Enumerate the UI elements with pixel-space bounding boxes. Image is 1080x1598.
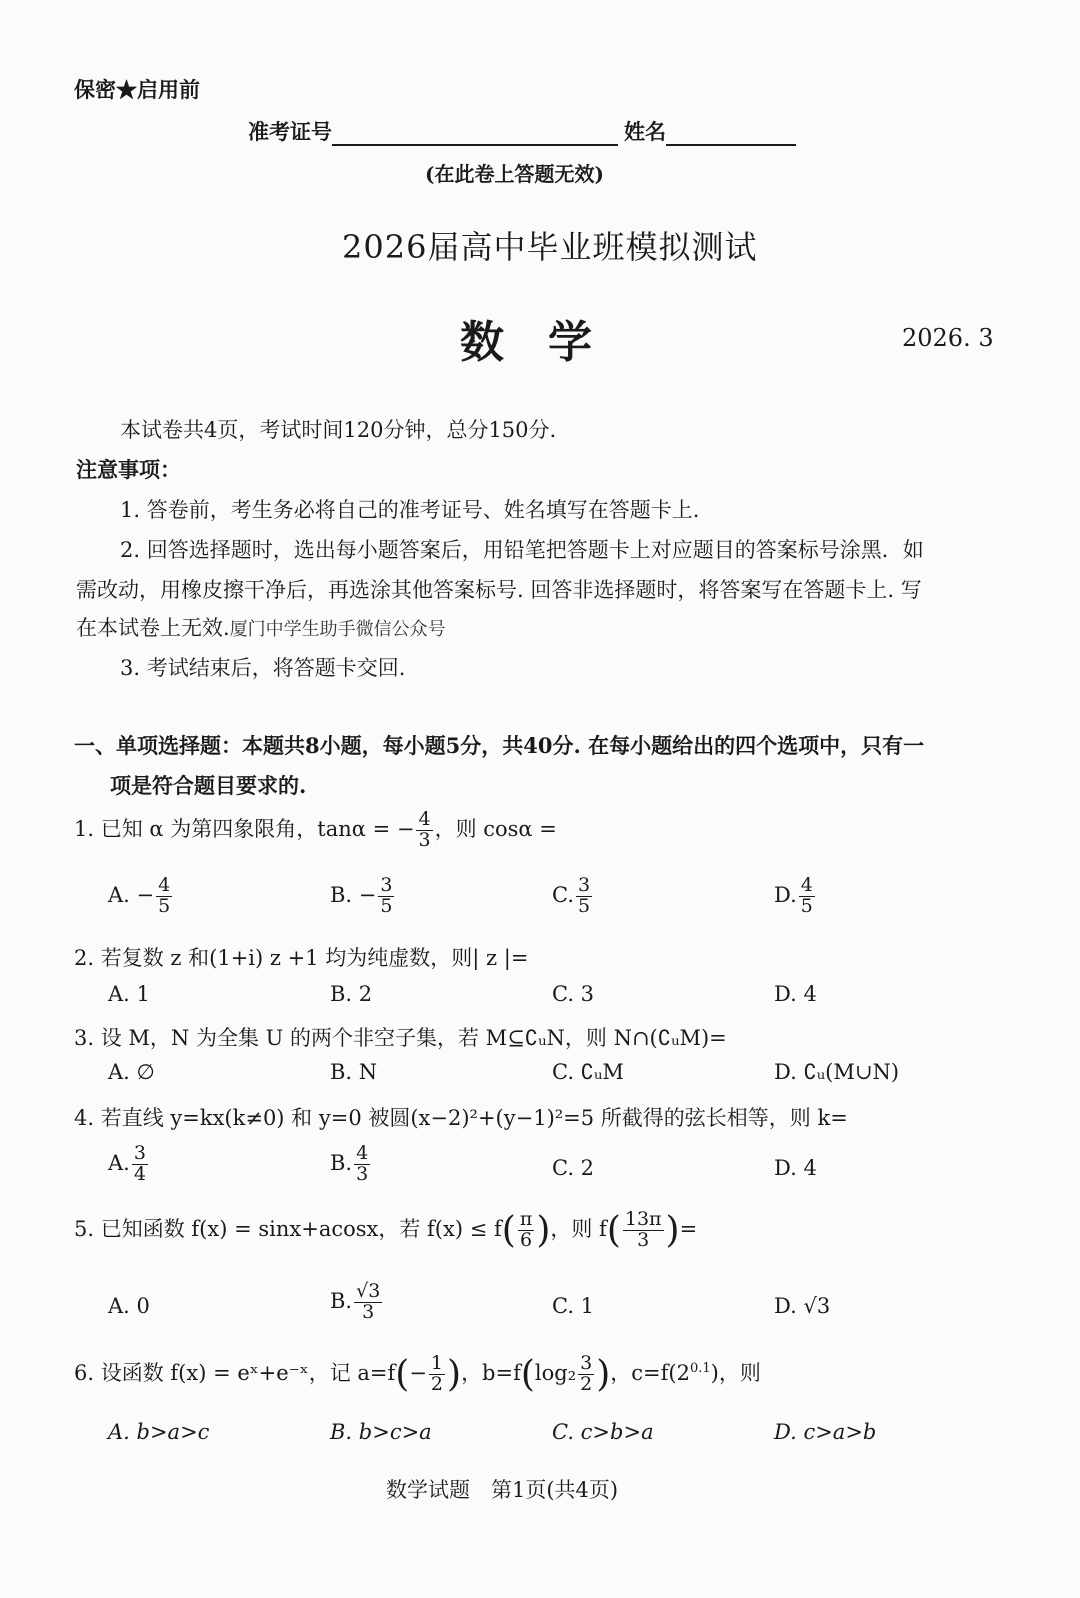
q2-option-c[interactable]: C. 3 <box>552 982 595 1006</box>
q6-option-b[interactable]: B. b>c>a <box>330 1420 432 1444</box>
q5-option-c[interactable]: C. 1 <box>552 1294 595 1318</box>
name-field[interactable] <box>666 120 796 146</box>
question-4 <box>74 1102 848 1132</box>
q1-b-label: B. − <box>330 882 377 907</box>
note-item-2-line-1: 2. 回答选择题时，选出每小题答案后，用铅笔把答题卡上对应题目的答案标号涂黑．如 <box>120 538 924 562</box>
q3-option-c[interactable]: C. ∁ᵤM <box>552 1060 624 1084</box>
q1-post: ，则 cosα = <box>434 816 557 841</box>
q1-d-den: 5 <box>800 894 813 917</box>
q2-number: 2. <box>74 946 95 970</box>
watermark-text: 厦门中学生助手微信公众号 <box>229 619 446 640</box>
q6-paren-close-b: ) <box>596 1354 611 1395</box>
q1-a-label: A. − <box>108 882 155 907</box>
q1-a-frac <box>156 876 172 917</box>
q6-pre: 设函数 f(x) = eˣ+e⁻ˣ，记 a=f <box>100 1361 396 1385</box>
q6-mid2: ，c=f(2 <box>610 1361 690 1385</box>
q4-b-den: 3 <box>356 1162 369 1185</box>
exam-title: 2026届高中毕业班模拟测试 <box>342 228 758 266</box>
q4-a-frac <box>132 1144 148 1185</box>
q1-number: 1. <box>74 816 95 841</box>
q6-log: log₂ <box>534 1361 577 1385</box>
q5-post: = <box>679 1217 698 1241</box>
q1-c-frac <box>576 876 592 917</box>
q6-paren-open-a: ( <box>395 1354 410 1395</box>
q5-frac-2 <box>623 1210 664 1251</box>
q3-text: 设 M，N 为全集 U 的两个非空子集，若 M⊆∁ᵤN，则 N∩(∁ᵤM)= <box>100 1026 727 1050</box>
q6-paren-close-a: ) <box>447 1354 462 1395</box>
q1-b-num: 3 <box>380 874 393 896</box>
q6-b-den: 2 <box>580 1373 593 1395</box>
q1-a-den: 5 <box>158 894 171 917</box>
exam-id-label: 准考证号 <box>248 119 332 144</box>
page-footer: 数学试题 第1页(共4页) <box>386 1478 619 1502</box>
note-item-2-line-3: 在本试卷上无效. <box>76 616 230 640</box>
q3-option-d[interactable]: D. ∁ᵤ(M∪N) <box>774 1060 900 1084</box>
exam-date: 2026. 3 <box>902 324 994 352</box>
q1-b-frac <box>378 876 394 917</box>
q3-number: 3. <box>74 1026 95 1050</box>
q1-option-b[interactable] <box>330 876 396 917</box>
q5-f1-num: π <box>519 1208 533 1231</box>
question-3 <box>74 1022 727 1052</box>
q1-frac-den: 3 <box>418 828 431 851</box>
q1-c-label: C. <box>552 882 574 907</box>
note-item-3: 3. 考试结束后，将答题卡交回. <box>120 656 406 680</box>
q4-a-num: 3 <box>133 1142 146 1164</box>
q6-b-frac <box>578 1354 594 1395</box>
q5-paren-close-2: ) <box>665 1210 680 1251</box>
section1-line-2: 项是符合题目要求的. <box>110 773 307 798</box>
q6-option-d[interactable]: D. c>a>b <box>774 1420 877 1444</box>
q5-option-a[interactable]: A. 0 <box>108 1294 150 1318</box>
q5-option-d[interactable]: D. √3 <box>774 1294 831 1318</box>
q4-b-frac <box>354 1144 370 1185</box>
q1-d-frac <box>799 876 815 917</box>
note-item-2-line-2: 需改动，用橡皮擦干净后，再选涂其他答案标号. 回答非选择题时，将答案写在答题卡上. 写 <box>76 578 922 602</box>
section1-line-1: 一、单项选择题：本题共8小题，每小题5分，共40分. 在每小题给出的四个选项中，只有一 <box>74 733 925 758</box>
q1-option-c[interactable] <box>552 876 594 917</box>
q6-a-frac <box>429 1354 445 1395</box>
question-2 <box>74 942 528 972</box>
question-1 <box>74 810 557 851</box>
q6-a-num: 1 <box>430 1352 444 1375</box>
q4-number: 4. <box>74 1106 95 1130</box>
q1-option-d[interactable] <box>774 876 817 917</box>
q6-option-c[interactable]: C. c>b>a <box>552 1420 654 1444</box>
q4-a-label: A. <box>108 1150 130 1175</box>
q5-number: 5. <box>74 1217 95 1241</box>
q1-c-num: 3 <box>578 874 591 896</box>
q5-f2-den: 3 <box>637 1229 650 1251</box>
q1-pre: 已知 α 为第四象限角，tanα = − <box>100 816 415 841</box>
q5-mid: ，则 f <box>550 1217 607 1241</box>
note-item-2-line-3-row <box>76 612 446 642</box>
q4-option-b[interactable] <box>330 1144 372 1185</box>
q3-option-b[interactable]: B. N <box>330 1060 378 1084</box>
q6-paren-open-b: ( <box>520 1354 535 1395</box>
q1-d-label: D. <box>774 882 797 907</box>
subject-title: 数 学 <box>460 317 592 368</box>
q5-b-num: √3 <box>356 1280 381 1302</box>
q2-text: 若复数 z 和(1+i) z +1 均为纯虚数，则| z |= <box>100 946 529 970</box>
q5-paren-open-2: ( <box>606 1210 621 1251</box>
q1-b-den: 5 <box>380 894 393 917</box>
name-label: 姓名 <box>624 119 666 144</box>
q5-b-den: 3 <box>362 1300 375 1323</box>
q4-a-den: 4 <box>133 1162 146 1185</box>
q5-frac-1 <box>518 1210 535 1251</box>
q6-number: 6. <box>74 1361 95 1385</box>
question-5 <box>74 1210 697 1251</box>
note-item-1: 1. 答卷前，考生务必将自己的准考证号、姓名填写在答题卡上. <box>120 498 700 522</box>
q5-option-b[interactable] <box>330 1282 384 1323</box>
q1-frac-num: 4 <box>418 808 431 830</box>
q4-b-label: B. <box>330 1150 353 1175</box>
question-6 <box>74 1354 761 1395</box>
q5-paren-close-1: ) <box>536 1210 551 1251</box>
notes-heading: 注意事项： <box>76 457 181 482</box>
q6-a-sign: − <box>409 1361 427 1385</box>
q4-option-a[interactable] <box>108 1144 150 1185</box>
exam-id-row <box>248 116 796 146</box>
q4-option-d[interactable]: D. 4 <box>774 1156 817 1180</box>
q5-b-frac <box>354 1282 382 1323</box>
q4-option-c[interactable]: C. 2 <box>552 1156 595 1180</box>
q1-d-num: 4 <box>800 874 813 896</box>
intro-text: 本试卷共4页，考试时间120分钟，总分150分. <box>120 418 557 442</box>
q2-option-a[interactable]: A. 1 <box>108 982 150 1006</box>
q5-f2-num: 13π <box>624 1208 662 1231</box>
q3-option-a[interactable]: A. ∅ <box>108 1060 155 1084</box>
q1-fraction <box>416 810 432 851</box>
q2-option-b[interactable]: B. 2 <box>330 982 373 1006</box>
q5-b-label: B. <box>330 1288 353 1313</box>
q6-a-den: 2 <box>430 1373 444 1395</box>
q2-option-d[interactable]: D. 4 <box>774 982 817 1006</box>
q4-b-num: 4 <box>356 1142 369 1164</box>
q5-pre: 已知函数 f(x) = sinx+acosx，若 f(x) ≤ f <box>100 1217 502 1241</box>
invalid-note: (在此卷上答题无效) <box>425 162 604 186</box>
q6-option-a[interactable]: A. b>a>c <box>108 1420 210 1444</box>
q1-a-num: 4 <box>158 874 171 896</box>
q5-paren-open-1: ( <box>501 1210 516 1251</box>
q1-c-den: 5 <box>578 894 591 917</box>
q6-post: )，则 <box>710 1361 761 1385</box>
q6-mid1: ，b=f <box>461 1361 521 1385</box>
q6-b-num: 3 <box>580 1352 593 1375</box>
q6-c-exp: 0.1 <box>689 1361 711 1376</box>
q4-text: 若直线 y=kx(k≠0) 和 y=0 被圆(x−2)²+(y−1)²=5 所截得的弦长相等，则 k= <box>100 1106 848 1130</box>
exam-id-field[interactable] <box>332 120 618 146</box>
q5-f1-den: 6 <box>520 1229 533 1251</box>
q1-option-a[interactable] <box>108 876 174 917</box>
confidential-mark: 保密★启用前 <box>74 77 200 102</box>
